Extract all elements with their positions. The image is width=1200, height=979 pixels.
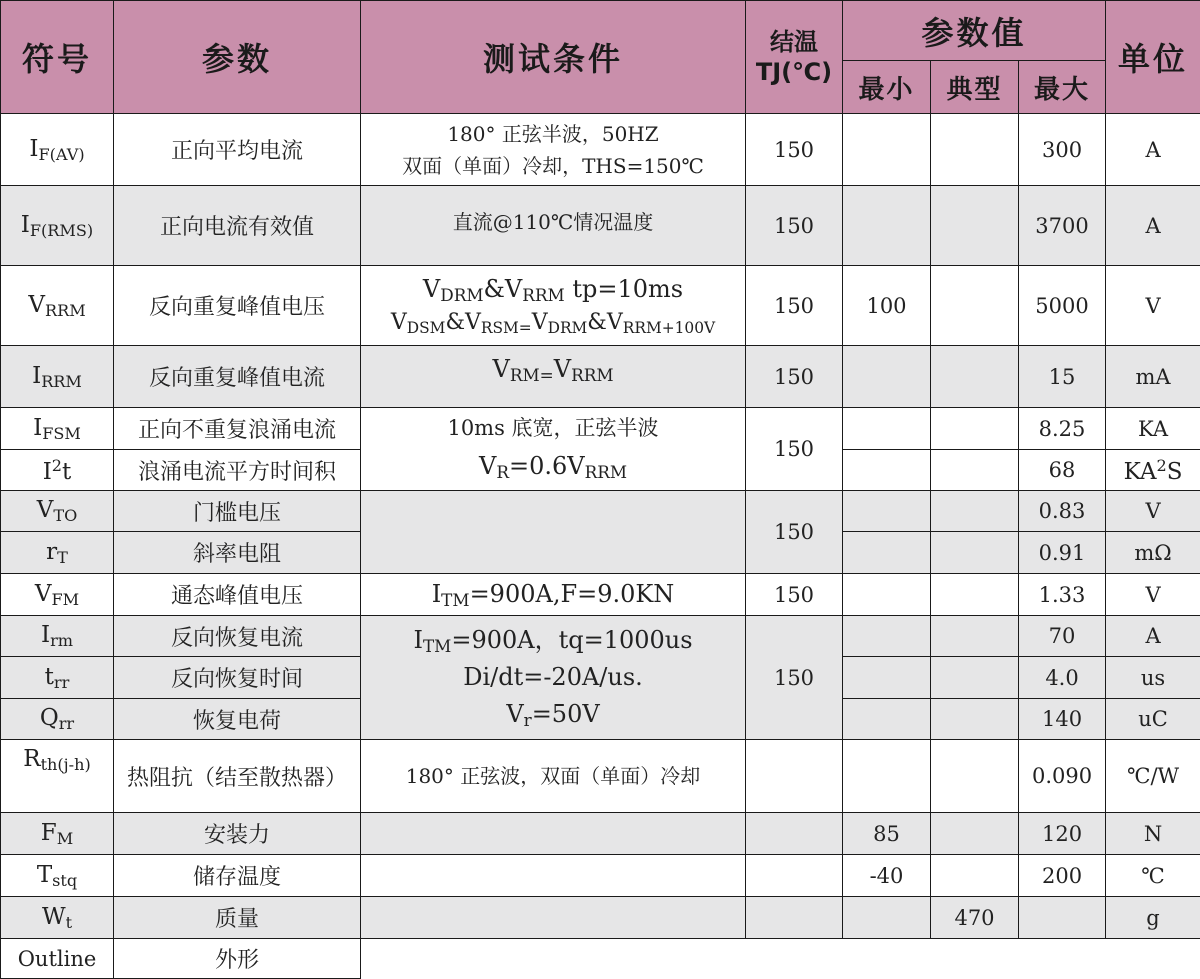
tj-cell: 150 xyxy=(746,491,843,574)
table-row xyxy=(1,186,1200,266)
max-cell: 68 xyxy=(1019,450,1106,491)
min-cell: 100 xyxy=(843,266,931,346)
parameter-cell: 正向不重复浪涌电流 xyxy=(114,408,361,450)
unit-cell: us xyxy=(1106,657,1200,699)
min-cell xyxy=(843,408,931,450)
tj-cell: 150 xyxy=(746,408,843,491)
max-cell: 15 xyxy=(1019,346,1106,408)
tj-cell: 150 xyxy=(746,346,843,408)
min-cell xyxy=(843,114,931,186)
min-cell xyxy=(843,532,931,574)
table-row xyxy=(1,740,1200,813)
header-typ: 典型 xyxy=(931,61,1019,114)
unit-cell: KA xyxy=(1106,408,1200,450)
symbol-cell: $I_{F(AV)}$ xyxy=(1,114,114,186)
tj-cell xyxy=(746,855,843,897)
symbol-cell: $I_{rm}$ xyxy=(1,616,114,657)
min-cell xyxy=(843,574,931,616)
typ-cell xyxy=(931,616,1019,657)
unit-cell: ℃/W xyxy=(1106,740,1200,813)
parameter-cell: 反向恢复时间 xyxy=(114,657,361,699)
symbol-cell: $t_{rr}$ xyxy=(1,657,114,699)
unit-cell: A xyxy=(1106,616,1200,657)
table-row xyxy=(1,616,1200,657)
min-cell xyxy=(843,450,931,491)
tj-cell xyxy=(746,740,843,813)
parameter-cell: 浪涌电流平方时间积 xyxy=(114,450,361,491)
table-row xyxy=(1,574,1200,616)
unit-cell: mA xyxy=(1106,346,1200,408)
parameter-cell: 储存温度 xyxy=(114,855,361,897)
table-row xyxy=(1,855,1200,897)
max-cell: 0.83 xyxy=(1019,491,1106,532)
symbol-cell: $I_{RRM}$ xyxy=(1,346,114,408)
symbol-cell: $I^2t$ xyxy=(1,450,114,491)
condition-cell: 10ms 底宽，正弦半波 $V_R=0.6V_{RRM}$ xyxy=(361,408,746,491)
tj-cell: 150 xyxy=(746,616,843,740)
parameter-cell: 外形 xyxy=(114,939,361,979)
unit-cell: g xyxy=(1106,897,1200,939)
unit-cell: V xyxy=(1106,574,1200,616)
table-row xyxy=(1,491,1200,532)
typ-cell xyxy=(931,699,1019,740)
header-unit: 单位 xyxy=(1106,1,1200,114)
condition-cell: 180° 正弦波，双面（单面）冷却 xyxy=(361,740,746,813)
tj-cell: 150 xyxy=(746,186,843,266)
unit-cell: V xyxy=(1106,491,1200,532)
condition-cell xyxy=(361,813,746,855)
header-junction-temp xyxy=(746,1,843,114)
symbol-cell: $T_{stq}$ xyxy=(1,855,114,897)
table-row xyxy=(1,408,1200,450)
max-cell: 3700 xyxy=(1019,186,1106,266)
max-cell: 140 xyxy=(1019,699,1106,740)
table-row xyxy=(1,897,1200,939)
unit-cell: V xyxy=(1106,266,1200,346)
condition-cell: $I_{TM}=900A,F=9.0KN$ xyxy=(361,574,746,616)
parameter-cell: 反向恢复电流 xyxy=(114,616,361,657)
max-cell: 1.33 xyxy=(1019,574,1106,616)
min-cell xyxy=(843,897,931,939)
symbol-cell: $V_{FM}$ xyxy=(1,574,114,616)
symbol-cell: $V_{RRM}$ xyxy=(1,266,114,346)
min-cell xyxy=(843,657,931,699)
unit-cell: $KA^2S$ xyxy=(1106,450,1200,491)
condition-cell xyxy=(361,491,746,574)
typ-cell xyxy=(931,855,1019,897)
parameter-cell: 正向平均电流 xyxy=(114,114,361,186)
unit-cell: ℃ xyxy=(1106,855,1200,897)
unit-cell: mΩ xyxy=(1106,532,1200,574)
min-cell: 85 xyxy=(843,813,931,855)
max-cell: 8.25 xyxy=(1019,408,1106,450)
condition-cell: 直流@110℃情况温度 xyxy=(361,186,746,266)
table-row xyxy=(1,114,1200,186)
min-cell xyxy=(843,740,931,813)
typ-cell xyxy=(931,574,1019,616)
typ-cell xyxy=(931,266,1019,346)
typ-cell xyxy=(931,740,1019,813)
header-parameter: 参数 xyxy=(114,1,361,114)
parameter-cell: 反向重复峰值电压 xyxy=(114,266,361,346)
table-row xyxy=(1,266,1200,346)
header-test-condition: 测试条件 xyxy=(361,1,746,114)
condition-cell: 180° 正弦半波，50HZ 双面（单面）冷却，THS=150℃ xyxy=(361,114,746,186)
max-cell: 70 xyxy=(1019,616,1106,657)
typ-cell xyxy=(931,657,1019,699)
typ-cell xyxy=(931,186,1019,266)
symbol-cell: $R_{th(j-h)}$ xyxy=(1,740,114,813)
symbol-cell: $F_M$ xyxy=(1,813,114,855)
symbol-cell: $W_t$ xyxy=(1,897,114,939)
typ-cell xyxy=(931,813,1019,855)
max-cell xyxy=(1019,897,1106,939)
max-cell: 4.0 xyxy=(1019,657,1106,699)
table-row xyxy=(1,939,1200,979)
min-cell xyxy=(843,346,931,408)
symbol-cell: $Q_{rr}$ xyxy=(1,699,114,740)
max-cell: 0.090 xyxy=(1019,740,1106,813)
tj-cell xyxy=(746,897,843,939)
symbol-cell: $V_{TO}$ xyxy=(1,491,114,532)
unit-cell: A xyxy=(1106,186,1200,266)
parameter-cell: 门槛电压 xyxy=(114,491,361,532)
parameter-cell: 反向重复峰值电流 xyxy=(114,346,361,408)
typ-cell xyxy=(931,450,1019,491)
symbol-cell: $r_T$ xyxy=(1,532,114,574)
tj-cell: 150 xyxy=(746,574,843,616)
condition-cell: $I_{TM}=900A$，tq=1000us Di/dt=-20A/us. $V_r=50V$ xyxy=(361,616,746,740)
tj-cell: 150 xyxy=(746,114,843,186)
parameter-cell: 通态峰值电压 xyxy=(114,574,361,616)
parameter-cell: 恢复电荷 xyxy=(114,699,361,740)
parameter-cell: 安装力 xyxy=(114,813,361,855)
max-cell: 120 xyxy=(1019,813,1106,855)
min-cell xyxy=(843,186,931,266)
header-min: 最小 xyxy=(843,61,931,114)
tj-cell xyxy=(746,813,843,855)
symbol-cell: Outline xyxy=(1,939,114,979)
symbol-cell: $I_{F(RMS)}$ xyxy=(1,186,114,266)
parameter-cell: 斜率电阻 xyxy=(114,532,361,574)
min-cell xyxy=(843,699,931,740)
parameter-cell: 正向电流有效值 xyxy=(114,186,361,266)
outline-cell xyxy=(361,939,1200,979)
condition-cell: $V_{DRM}\&V_{RRM}$ tp=10ms $V_{DSM}\&V_{RSM=}V_{DRM}\&V_{RRM+100V}$ xyxy=(361,266,746,346)
parameter-cell: 热阻抗（结至散热器） xyxy=(114,740,361,813)
unit-cell: uC xyxy=(1106,699,1200,740)
typ-cell xyxy=(931,346,1019,408)
header-symbol: 符号 xyxy=(1,1,114,114)
typ-cell xyxy=(931,114,1019,186)
header-max: 最大 xyxy=(1019,61,1106,114)
typ-cell xyxy=(931,532,1019,574)
max-cell: 5000 xyxy=(1019,266,1106,346)
header-tj-line1: 结温 xyxy=(746,27,842,57)
max-cell: 200 xyxy=(1019,855,1106,897)
header-parameter-values: 参数值 xyxy=(843,1,1106,61)
unit-cell: A xyxy=(1106,114,1200,186)
condition-cell xyxy=(361,897,746,939)
min-cell xyxy=(843,616,931,657)
typ-cell: 470 xyxy=(931,897,1019,939)
condition-cell xyxy=(361,855,746,897)
min-cell xyxy=(843,491,931,532)
tj-cell: 150 xyxy=(746,266,843,346)
max-cell: 0.91 xyxy=(1019,532,1106,574)
parameter-cell: 质量 xyxy=(114,897,361,939)
min-cell: -40 xyxy=(843,855,931,897)
table-row xyxy=(1,346,1200,408)
header-tj-line2: TJ(℃) xyxy=(746,57,842,87)
table-row xyxy=(1,813,1200,855)
max-cell: 300 xyxy=(1019,114,1106,186)
typ-cell xyxy=(931,408,1019,450)
unit-cell: N xyxy=(1106,813,1200,855)
condition-cell: $V_{RM=}V_{RRM}$ xyxy=(361,346,746,408)
typ-cell xyxy=(931,491,1019,532)
symbol-cell: $I_{FSM}$ xyxy=(1,408,114,450)
